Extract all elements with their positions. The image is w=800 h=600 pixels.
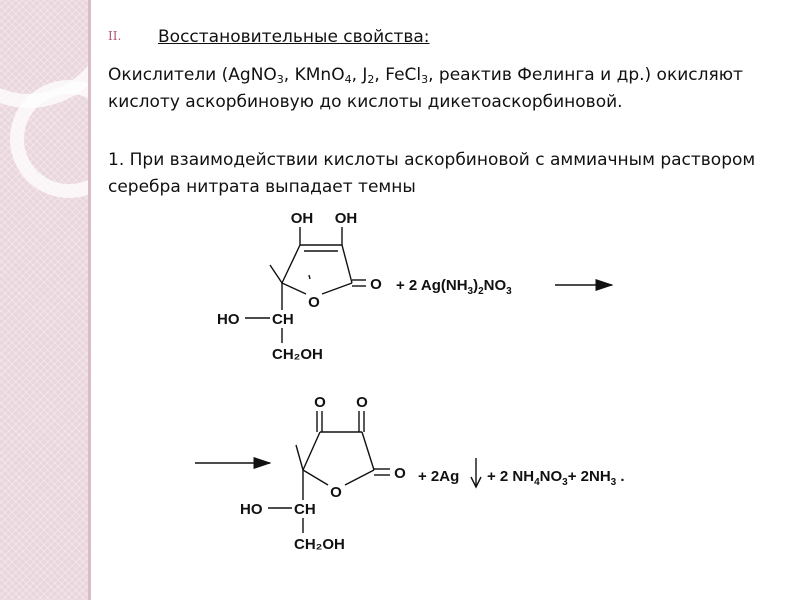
dehydroascorbic-acid-structure [240, 394, 406, 553]
reagent-formula: + 2 $Ag(NH_3)_2NO_3$ [396, 277, 512, 297]
atom-label: O [314, 394, 326, 411]
bond [362, 432, 374, 470]
para1-sub: 4 [344, 73, 352, 86]
para1-text: , KMnO [283, 65, 345, 85]
reaction-products [418, 458, 625, 488]
atom-label: O [330, 484, 342, 501]
atom-label: CH₂OH [294, 536, 345, 553]
para1-text: , J [351, 65, 368, 85]
heading-title: Восстановительные свойства: [158, 27, 430, 47]
h-wedge [270, 265, 282, 283]
atom-label: O [370, 276, 382, 293]
atom-label: OH [334, 210, 358, 227]
para1-text: , реактив Фелинга и др.) окисляют кислоту аскорбиновую до кислоты дикетоаскорбиновой. [108, 65, 743, 112]
para1-sub: 2 [367, 73, 375, 86]
product-silver: + 2Ag [418, 468, 460, 485]
reagent-silver-ammonia [396, 277, 512, 297]
paragraph-reaction-description: 1. При взаимодействии кислоты аскорбиновой с аммиачным раствором серебра нитрата выпадает темны [108, 150, 756, 197]
para1-text: , FeCl [374, 65, 422, 85]
atom-label: HO [240, 501, 263, 518]
h-wedge [296, 445, 303, 470]
bond [303, 470, 328, 485]
bond [282, 245, 300, 283]
atom-label: CH₂OH [272, 346, 323, 363]
stereo-mark [309, 275, 310, 279]
atom-label: O [308, 294, 320, 311]
para1-text: Окислители (AgNO [108, 65, 277, 85]
bond [345, 470, 374, 485]
bond [282, 283, 306, 294]
product-formula: + 2 $NH_4NO_3+ 2NH_3$ . [487, 468, 625, 488]
atom-label: OH [290, 210, 314, 227]
bond [342, 245, 352, 283]
atom-label: CH [272, 311, 294, 328]
atom-label: HO [217, 311, 240, 328]
atom-label: O [394, 465, 406, 482]
para1-sub: 3 [276, 73, 284, 86]
atom-label: O [356, 394, 368, 411]
para1-sub: 3 [421, 73, 429, 86]
bond [303, 432, 320, 470]
list-number: II. [108, 29, 122, 43]
bond [322, 283, 352, 294]
ascorbic-acid-structure [217, 210, 382, 363]
atom-label: CH [294, 501, 316, 518]
